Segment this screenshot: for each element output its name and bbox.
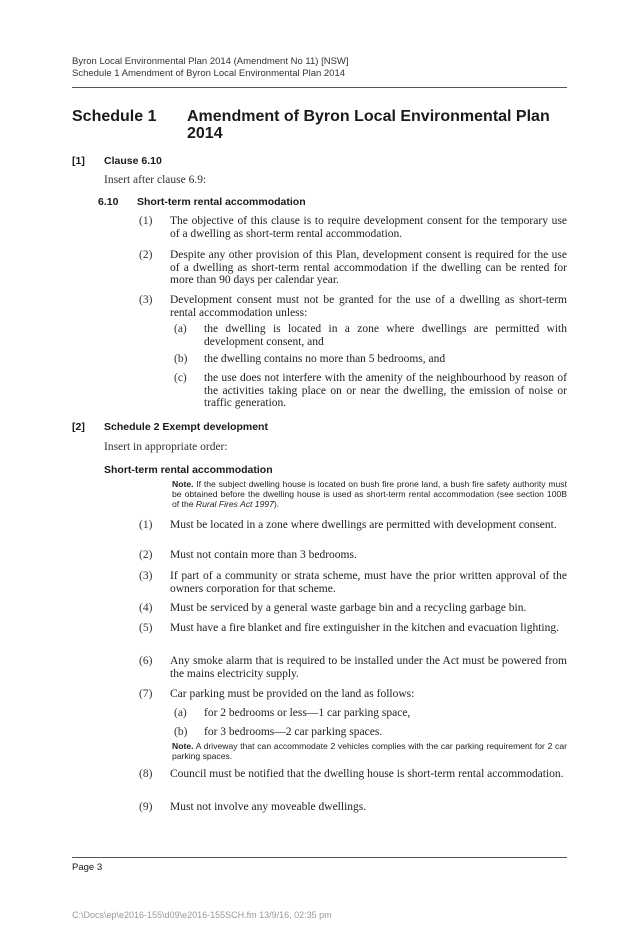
note-label: Note. <box>172 479 194 489</box>
driveway-note <box>172 741 567 761</box>
schedule-title: Amendment of Byron Local Environmental Plan 2014 <box>187 108 550 142</box>
page-number: Page 3 <box>72 862 103 873</box>
subclause-text: Must be located in a zone where dwellings are permitted with development consent. <box>170 519 557 531</box>
subclause-number: (1) <box>139 519 153 531</box>
paragraph-text: the dwelling is located in a zone where dwellings are permitted with development consent, and <box>204 323 567 348</box>
paragraph-text: the dwelling contains no more than 5 bedrooms, and <box>204 353 446 365</box>
subclause-number: (6) <box>139 655 153 667</box>
footer-rule <box>72 857 567 858</box>
subclause-text: Must not involve any moveable dwellings. <box>170 801 367 813</box>
item-1-heading: Clause 6.10 <box>104 155 162 167</box>
item-1-instruction: Insert after clause 6.9: <box>104 174 207 186</box>
file-path-footer: C:\Docs\ep\e2016-155\d09\e2016-155SCH.fm 13/9/16, 02:35 pm <box>72 910 332 920</box>
paragraph-number: (a) <box>174 707 187 719</box>
item-2-number: [2] <box>72 421 85 433</box>
subclause-number: (4) <box>139 602 153 614</box>
item-2-heading: Schedule 2 Exempt development <box>104 421 268 433</box>
subclause-number: (9) <box>139 801 153 813</box>
subclause-number: (3) <box>139 294 153 306</box>
paragraph-number: (c) <box>174 372 187 384</box>
subclause-number: (3) <box>139 570 153 582</box>
paragraph-text: for 3 bedrooms—2 car parking spaces. <box>204 726 383 738</box>
header-rule <box>72 87 567 88</box>
subclause-text: If part of a community or strata scheme, must have the prior written approval of the owners corporation for that scheme. <box>170 570 567 595</box>
subclause-text: Car parking must be provided on the land as follows: <box>170 688 415 700</box>
clause-heading: Short-term rental accommodation <box>137 196 306 208</box>
subclause-text: Development consent must not be granted for the use of a dwelling as short-term rental accommodation unless: <box>170 294 567 319</box>
item-2-instruction: Insert in appropriate order: <box>104 441 228 453</box>
note-end: ). <box>273 499 280 509</box>
exempt-development-heading: Short-term rental accommodation <box>104 464 273 476</box>
schedule-number: Schedule 1 <box>72 108 157 125</box>
subclause-number: (7) <box>139 688 153 700</box>
note-label: Note. <box>172 741 194 751</box>
paragraph-number: (b) <box>174 726 188 738</box>
running-header-schedule: Schedule 1 Amendment of Byron Local Environmental Plan 2014 <box>72 68 346 79</box>
paragraph-number: (a) <box>174 323 187 335</box>
paragraph-text: for 2 bedrooms or less—1 car parking space, <box>204 707 411 719</box>
subclause-text: Any smoke alarm that is required to be installed under the Act must be powered from the mains electricity supply. <box>170 655 567 680</box>
subclause-text: Must be serviced by a general waste garbage bin and a recycling garbage bin. <box>170 602 527 614</box>
subclause-number: (2) <box>139 249 153 261</box>
note-text: A driveway that can accommodate 2 vehicles complies with the car parking requirement for 2 car parking spaces. <box>172 741 567 761</box>
subclause-text: Despite any other provision of this Plan, development consent is required for the use of a dwelling as short-term rental accommodation if the dwelling can be rented for more than 90 days per calendar year. <box>170 249 567 286</box>
subclause-number: (8) <box>139 768 153 780</box>
clause-number: 6.10 <box>98 196 119 208</box>
note-act-name: Rural Fires Act 1997 <box>195 499 274 509</box>
subclause-number: (1) <box>139 215 153 227</box>
bush-fire-note <box>172 479 567 509</box>
running-header-title: Byron Local Environmental Plan 2014 (Amendment No 11) [NSW] <box>72 56 349 67</box>
paragraph-text: the use does not interfere with the amenity of the neighbourhood by reason of the activities taking place on or near the dwelling, the emission of noise or traffic generation. <box>204 372 567 409</box>
item-1-number: [1] <box>72 155 85 167</box>
subclause-number: (5) <box>139 622 153 634</box>
subclause-text: The objective of this clause is to require development consent for the temporary use of a dwelling as short-term rental accommodation. <box>170 215 567 240</box>
note-text: If the subject dwelling house is located on bush fire prone land, a bush fire safety authority must be obtained before the dwelling house is used as short-term rental accommodation (see section 100B of the <box>172 479 567 509</box>
subclause-text: Council must be notified that the dwelling house is short-term rental accommodation. <box>170 768 564 780</box>
subclause-text: Must have a fire blanket and fire extinguisher in the kitchen and evacuation lighting. <box>170 622 559 634</box>
paragraph-number: (b) <box>174 353 188 365</box>
subclause-text: Must not contain more than 3 bedrooms. <box>170 549 357 561</box>
subclause-number: (2) <box>139 549 153 561</box>
